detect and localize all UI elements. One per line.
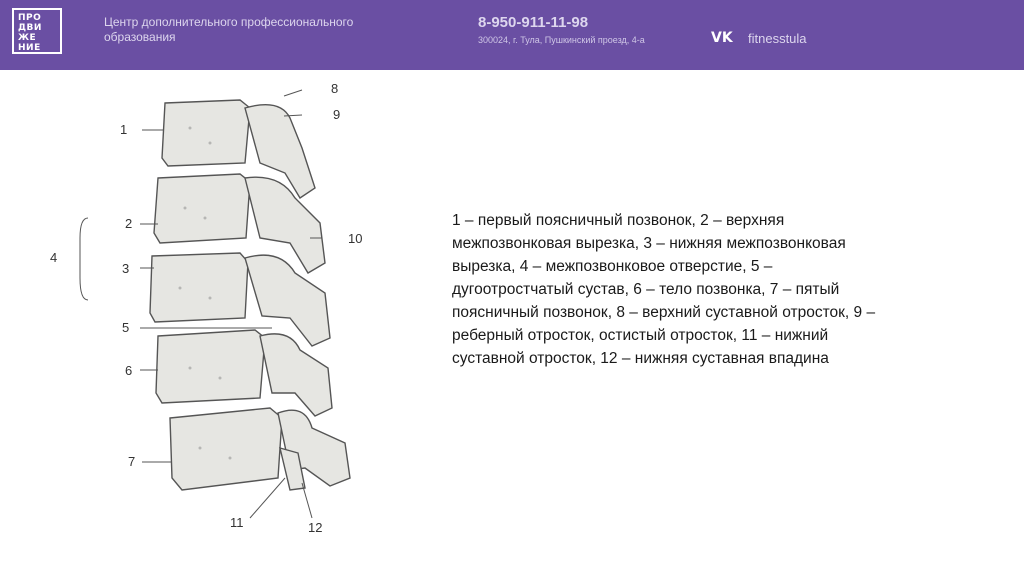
brand-logo[interactable] <box>12 8 62 54</box>
label-9: 9 <box>333 107 341 122</box>
legend-text: 1 – первый поясничный позвонок, 2 – верхняя межпозвонковая вырезка, 3 – нижняя межпозвонковая вырезка, 4 – межпозвонковое отверстие, 5 – дугоотростчатый сустав, 6 – тело позвонка, 7 – пятый поясничный позвонок, 8 – верхний суставной отросток, 9 – реберный отросток, остистый отросток, 11 – нижний суставной отросток, 12 – нижняя суставная впадина <box>452 212 876 367</box>
org-name-line1: Центр дополнительного профессионального <box>104 15 354 29</box>
label-12: 12 <box>308 520 323 535</box>
label-5: 5 <box>122 320 130 335</box>
label-8: 8 <box>331 81 339 96</box>
label-10: 10 <box>348 231 363 246</box>
label-3: 3 <box>122 261 130 276</box>
logo-line: ЖЕ <box>18 33 37 43</box>
label-6: 6 <box>125 363 133 378</box>
label-11: 11 <box>230 515 244 530</box>
vk-icon[interactable]: VK <box>711 30 733 46</box>
phone-number[interactable]: 8-950-911-11-98 <box>478 14 589 31</box>
logo-line: НИЕ <box>18 43 41 53</box>
org-name-line2: образования <box>104 30 176 44</box>
label-1: 1 <box>120 122 128 137</box>
logo-line: ПРО <box>18 13 42 23</box>
label-7: 7 <box>128 454 136 469</box>
address: 300024, г. Тула, Пушкинский проезд, 4-а <box>478 35 645 45</box>
label-2: 2 <box>125 216 133 231</box>
vk-account-name[interactable]: fitnesstula <box>748 31 807 46</box>
lumbar-spine-illustration <box>40 78 380 548</box>
org-name <box>104 15 404 45</box>
header-bar <box>0 0 1024 70</box>
logo-line: ДВИ <box>18 23 42 33</box>
spine-drawing <box>40 78 380 548</box>
label-4: 4 <box>50 250 58 265</box>
